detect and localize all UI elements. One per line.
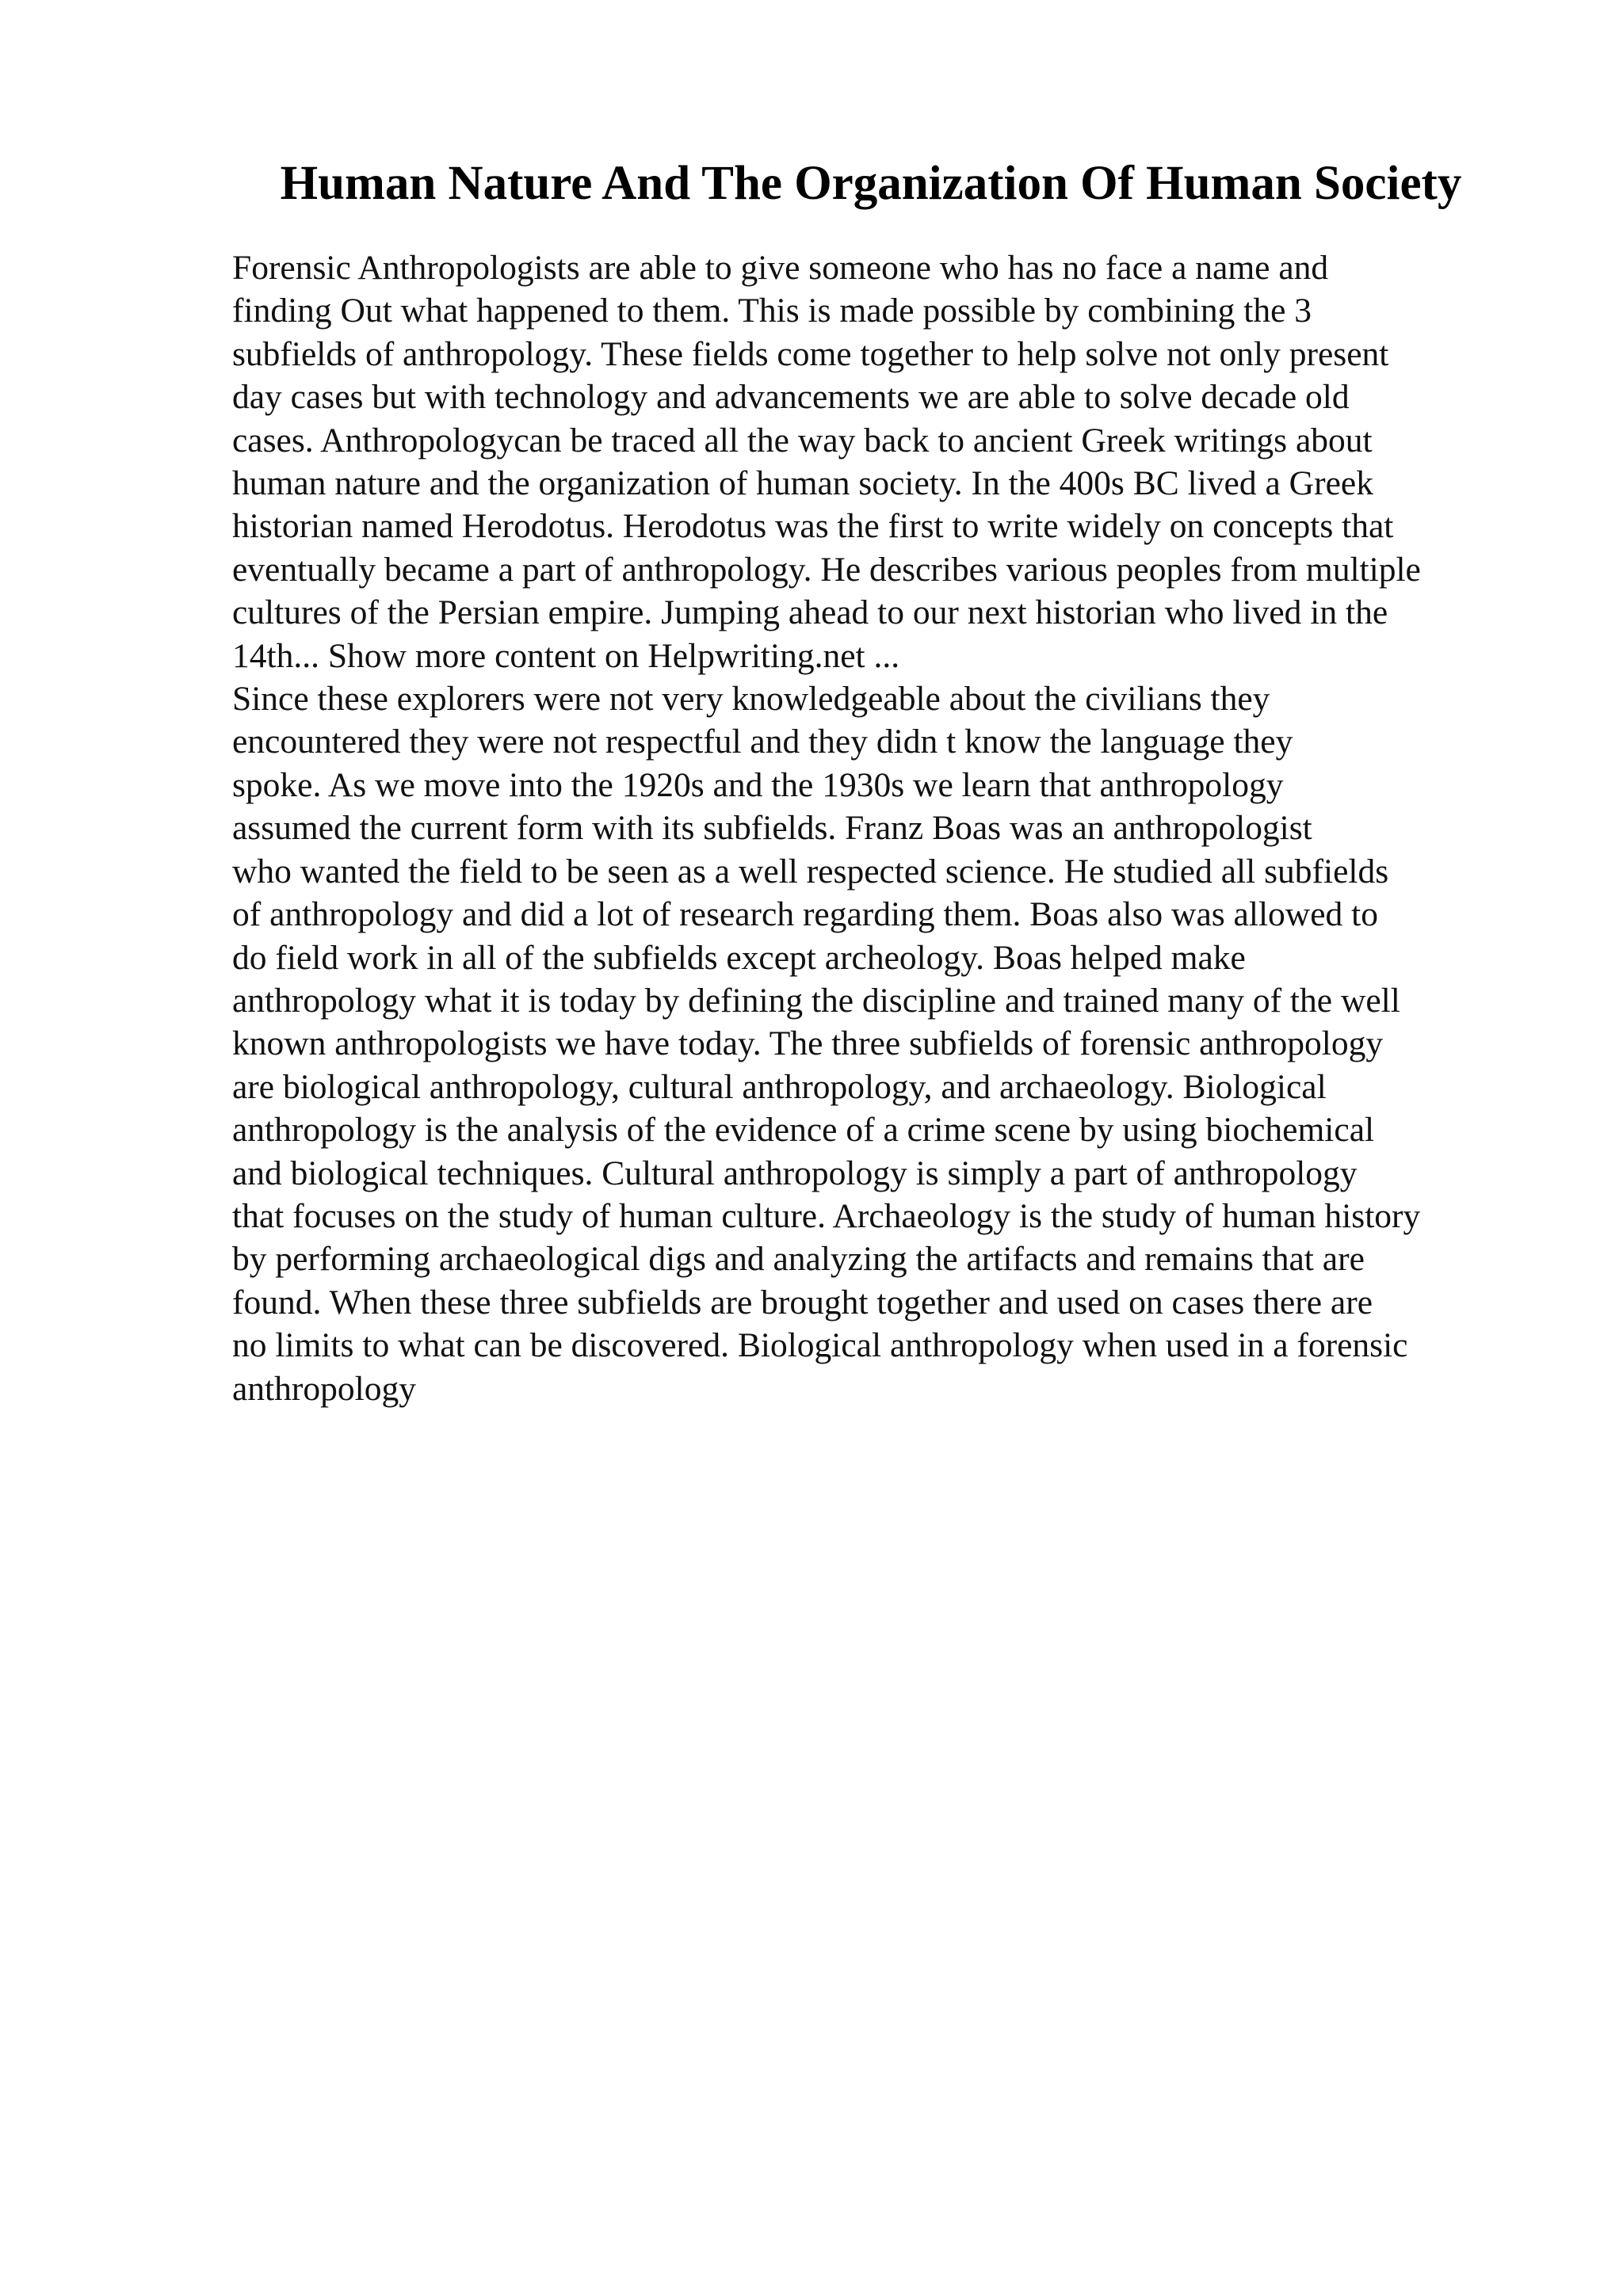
body-line: assumed the current form with its subfields. Franz Boas was an anthropologist xyxy=(232,809,1312,848)
body-line: human nature and the organization of human society. In the 400s BC lived a Greek xyxy=(232,464,1373,503)
body-line: Forensic Anthropologists are able to give someone who has no face a name and xyxy=(232,249,1329,287)
body-line: finding Out what happened to them. This is made possible by combining the 3 xyxy=(232,292,1312,330)
document-body xyxy=(232,246,1548,1410)
body-line: Since these explorers were not very knowledgeable about the civilians they xyxy=(232,680,1270,719)
body-line: and biological techniques. Cultural anthropology is simply a part of anthropology xyxy=(232,1154,1358,1192)
body-line: eventually became a part of anthropology. He describes various peoples from multiple xyxy=(232,550,1421,589)
body-line: found. When these three subfields are brought together and used on cases there are xyxy=(232,1283,1373,1322)
body-line: are biological anthropology, cultural anthropology, and archaeology. Biological xyxy=(232,1067,1327,1106)
body-line: that focuses on the study of human culture. Archaeology is the study of human history xyxy=(232,1196,1421,1235)
body-line: day cases but with technology and advancements we are able to solve decade old xyxy=(232,378,1350,417)
document-title: Human Nature And The Organization Of Human Society xyxy=(280,157,1462,210)
body-line: 14th... Show more content on Helpwriting.net ... xyxy=(232,636,900,675)
body-line: encountered they were not respectful and they didn t know the language they xyxy=(232,723,1293,761)
body-line: cases. Anthropologycan be traced all the way back to ancient Greek writings about xyxy=(232,421,1373,460)
body-line: anthropology what it is today by defining the discipline and trained many of the well xyxy=(232,981,1400,1020)
body-line: no limits to what can be discovered. Biological anthropology when used in a forensic xyxy=(232,1326,1408,1365)
body-line: known anthropologists we have today. The three subfields of forensic anthropology xyxy=(232,1024,1384,1063)
body-line: do field work in all of the subfields except archeology. Boas helped make xyxy=(232,938,1246,977)
body-line: anthropology is the analysis of the evidence of a crime scene by using biochemical xyxy=(232,1111,1375,1150)
body-line: cultures of the Persian empire. Jumping ahead to our next historian who lived in the xyxy=(232,593,1388,632)
body-line: who wanted the field to be seen as a well respected science. He studied all subfields xyxy=(232,852,1389,891)
body-line: anthropology xyxy=(232,1369,416,1408)
body-line: subfields of anthropology. These fields come together to help solve not only present xyxy=(232,334,1389,373)
body-line: of anthropology and did a lot of research regarding them. Boas also was allowed to xyxy=(232,895,1378,934)
body-line: historian named Herodotus. Herodotus was the first to write widely on concepts that xyxy=(232,507,1394,546)
body-line: spoke. As we move into the 1920s and the 1930s we learn that anthropology xyxy=(232,765,1284,804)
body-line: by performing archaeological digs and analyzing the artifacts and remains that are xyxy=(232,1240,1365,1279)
